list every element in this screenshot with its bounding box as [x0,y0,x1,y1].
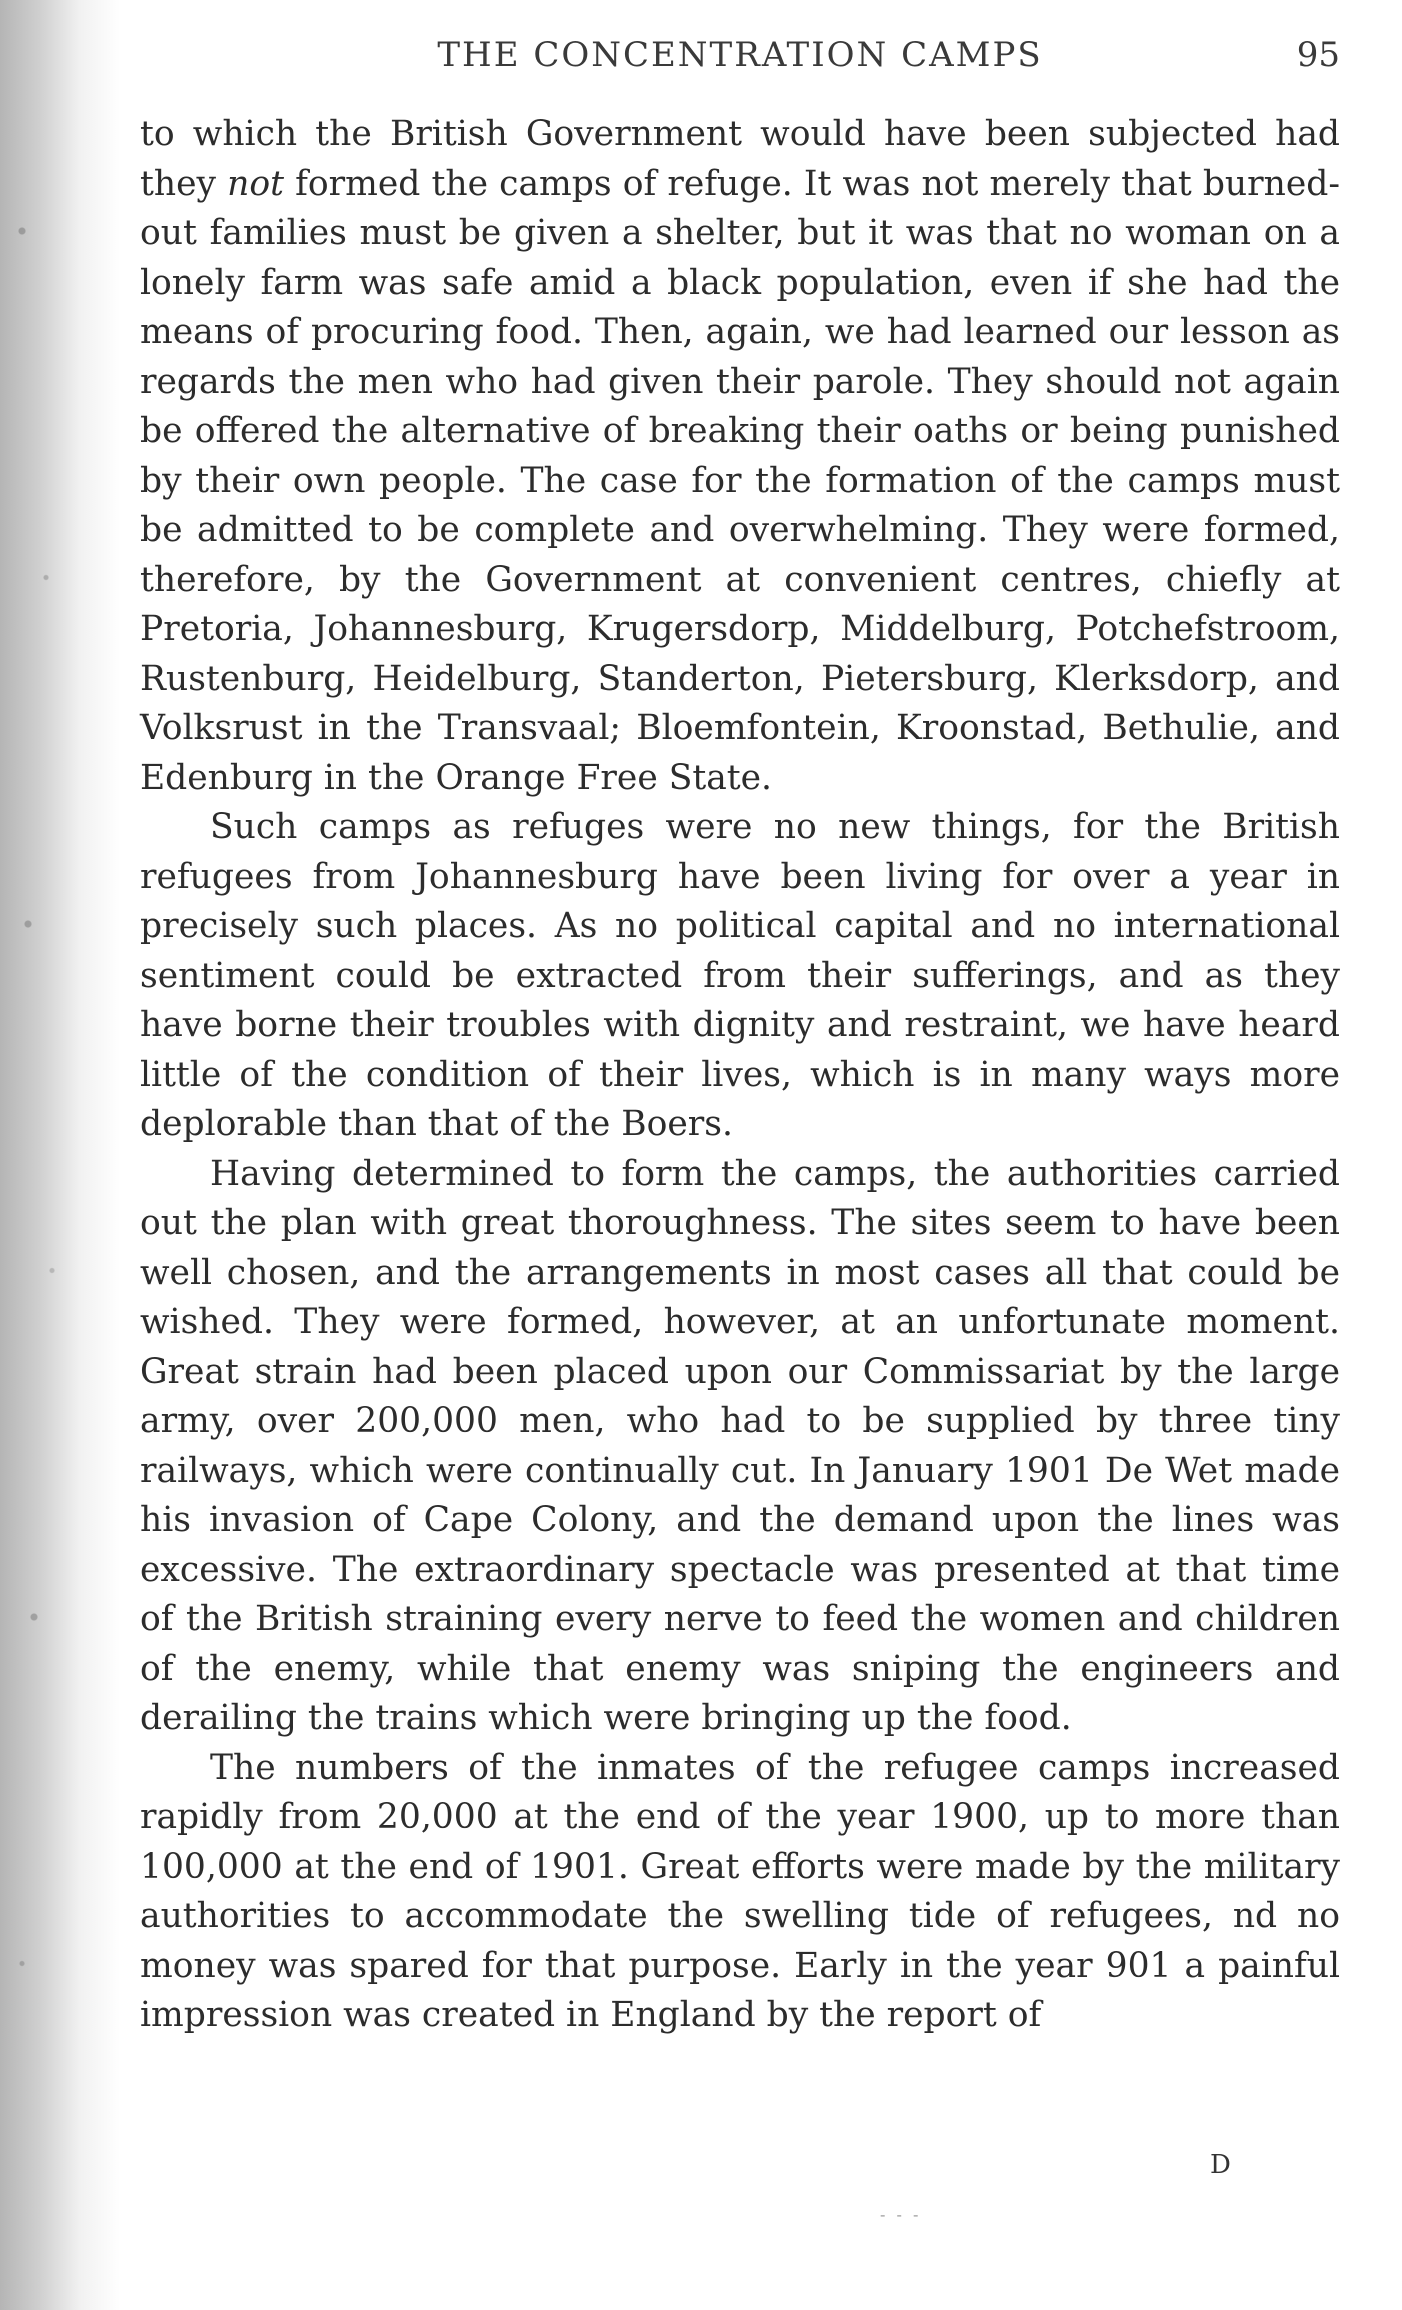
running-title: THE CONCENTRATION CAMPS [437,35,1043,75]
binding-specks [10,0,70,2310]
signature-mark: D [1210,2150,1232,2180]
body-text [140,110,1340,2041]
paragraph-4: The numbers of the inmates of the refugee camps increased rapidly from 20,000 at the end of the year 1900, up to more than 100,000 at the end of 1901. Great efforts were made by the military authorities to accommodate the swelling tide of refugees, nd no money was spared for that purpose. Early in the year 901 a painful impression was created in England by the report of [140,1747,1340,2035]
paragraph-1 [140,110,1340,803]
footer-marks: - - - [880,2205,922,2224]
emphasis-not: not [227,163,284,204]
paragraph-1-after: formed the camps of refuge. It was not merely that burned-out families must be given a shelter, but it was that no woman on a lonely farm was safe amid a black population, even if she had the means of procuring food. Then, again, we had learned our lesson as regards the men who had given their parole. They should not again be offered the alternative of breaking their oaths or being punished by their own people. The case for the formation of the camps must be admitted to be complete and overwhelming. They were formed, therefore, by the Government at convenient centres, chiefly at Pretoria, Johannesburg, Krugersdorp, Middelburg, Potchefstroom, Rustenburg, Heidelburg, Standerton, Pietersburg, Klerksdorp, and Volksrust in the Transvaal; Bloemfontein, Kroonstad, Bethulie, and Edenburg in the Orange Free State. [140,163,1340,798]
page-header [140,30,1340,80]
paragraph-1-before: to which the British Government would have been subjected had they [140,114,1340,204]
paragraph-2: Such camps as refuges were no new things, for the British refugees from Johannesburg have been living for over a year in precisely such places. As no political capital and no international sentiment could be extracted from their sufferings, and as they have borne their troubles with dignity and restraint, we have heard little of the condition of their lives, which is in many ways more deplorable than that of the Boers. [140,807,1340,1144]
page-number: 95 [1296,35,1340,75]
paragraph-3: Having determined to form the camps, the authorities carried out the plan with great thoroughness. The sites seem to have been well chosen, and the arrangements in most cases all that could be wished. They were formed, however, at an unfortunate moment. Great strain had been placed upon our Commissariat by the large army, over 200,000 men, who had to be supplied by three tiny railways, which were continually cut. In January 1901 De Wet made his invasion of Cape Colony, and the demand upon the lines was excessive. The extraordinary spectacle was presented at that time of the British straining every nerve to feed the women and children of the enemy, while that enemy was sniping the engineers and derailing the trains which were bringing up the food. [140,1153,1340,1738]
